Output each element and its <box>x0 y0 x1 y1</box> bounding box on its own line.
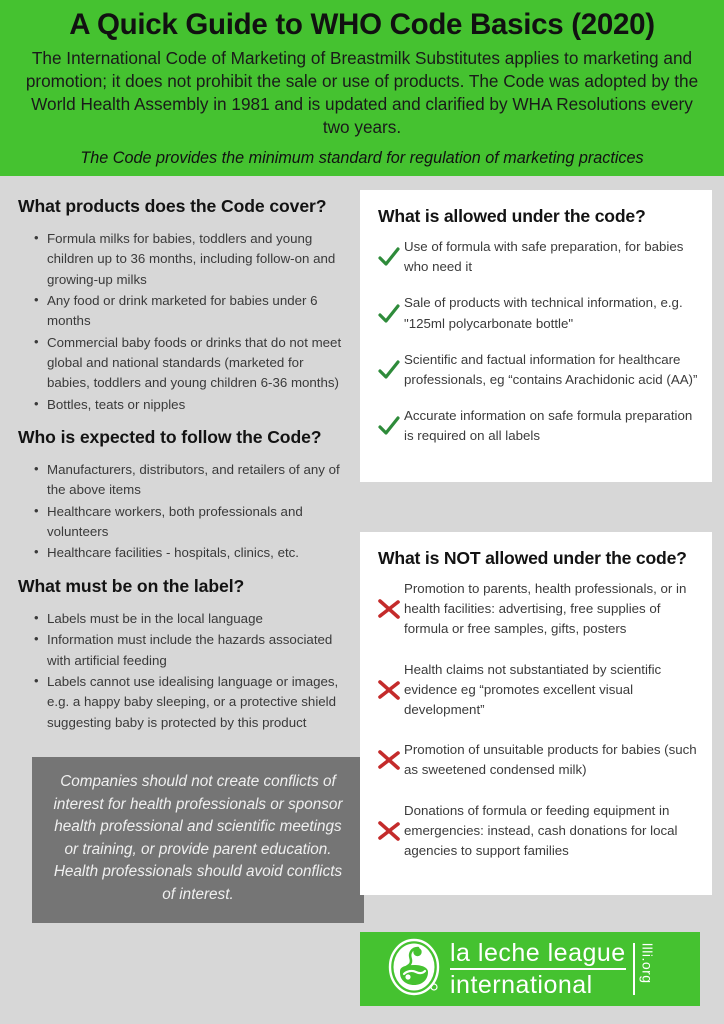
allowed-item-text: Use of formula with safe preparation, for babies who need it <box>404 239 684 275</box>
bullet-list-products <box>18 229 344 415</box>
check-icon <box>374 416 404 436</box>
section-heading-who-follows: Who is expected to follow the Code? <box>18 427 322 448</box>
list-item: • Any food or drink marketed for babies under 6 months <box>34 291 344 332</box>
list-item: • Labels must be in the local language <box>34 609 344 629</box>
logo-domain: llli.org <box>633 943 656 995</box>
content-columns <box>0 176 724 1006</box>
list-item: • Healthcare workers, both professionals and volunteers <box>34 502 344 543</box>
right-column <box>360 176 724 1006</box>
list-item: • Information must include the hazards associated with artificial feeding <box>34 630 344 671</box>
section-who-follows <box>18 427 344 564</box>
cross-icon <box>374 749 404 771</box>
check-icon <box>374 304 404 324</box>
logo-line-two: international <box>450 970 593 999</box>
allowed-item <box>374 350 698 390</box>
list-item: • Formula milks for babies, toddlers and young children up to 36 months, including follow-on and growing-up milks <box>34 229 344 290</box>
cross-icon <box>374 679 404 701</box>
not-allowed-item-text: Promotion of unsuitable products for babies (such as sweetened condensed milk) <box>404 742 697 778</box>
allowed-card <box>360 190 712 482</box>
not-allowed-item-text: Donations of formula or feeding equipment in emergencies: instead, cash donations for local agencies to support families <box>404 802 678 859</box>
bullet-list-label <box>18 609 344 733</box>
cross-icon <box>374 598 404 620</box>
conflicts-of-interest-callout: Companies should not create conflicts of interest for health professionals or sponsor health professional and scientific meetings or training, or provide parent education. Health professionals should avoid conflicts of interest. <box>32 757 364 923</box>
allowed-card-title: What is allowed under the code? <box>378 206 646 226</box>
allowed-item-text: Scientific and factual information for healthcare professionals, eg “contains Arachidonic acid (AA)” <box>404 351 698 388</box>
section-heading-products: What products does the Code cover? <box>18 196 327 216</box>
check-icon <box>374 247 404 267</box>
header-paragraph: The International Code of Marketing of Breastmilk Substitutes applies to marketing and promotion; it does not prohibit the sale or use of products. The Code was adopted by the World Health Assembly in 1981 and is updated and clarified by WHA Resolutions every two years. <box>25 48 699 137</box>
section-products <box>18 196 344 415</box>
bullet-list-who-follows <box>18 460 344 564</box>
list-item: • Labels cannot use idealising language or images, e.g. a happy baby sleeping, or a protective shield suggesting baby is protected by this product <box>34 672 344 733</box>
header-tagline: The Code provides the minimum standard for regulation of marketing practices <box>80 148 644 167</box>
not-allowed-card-title: What is NOT allowed under the code? <box>378 548 687 568</box>
logo-wordmark <box>450 938 656 999</box>
not-allowed-card <box>360 532 712 895</box>
allowed-item-text: Accurate information on safe formula preparation is required on all labels <box>404 408 693 444</box>
check-icon <box>374 360 404 380</box>
allowed-item-text: Sale of products with technical information, e.g. "125ml polycarbonate bottle" <box>404 295 683 331</box>
list-item: • Manufacturers, distributors, and retailers of any of the above items <box>34 460 344 501</box>
logo-line-one: la leche league <box>450 941 626 970</box>
not-allowed-item-text: Health claims not substantiated by scientific evidence eg “promotes excellent visual development” <box>404 661 662 718</box>
allowed-item <box>374 293 698 333</box>
page-title: A Quick Guide to WHO Code Basics (2020) <box>69 8 655 41</box>
list-item: • Commercial baby foods or drinks that do not meet global and national standards (marketed for babies, toddlers and young children 6-36 months) <box>34 333 344 394</box>
section-heading-label: What must be on the label? <box>18 575 245 596</box>
logo-text <box>450 938 626 999</box>
not-allowed-item-text: Promotion to parents, health professionals, or in health facilities: advertising, free supplies of formula or free samples, gifts, posters <box>404 581 687 637</box>
cross-icon <box>374 820 404 842</box>
left-column <box>0 176 360 923</box>
list-item: • Healthcare facilities - hospitals, clinics, etc. <box>34 543 344 563</box>
allowed-item <box>374 406 698 446</box>
bottom-spacer <box>0 1006 724 1014</box>
mother-and-baby-icon <box>388 938 444 1001</box>
llli-logo[interactable] <box>360 932 700 1006</box>
not-allowed-item <box>374 660 698 721</box>
allowed-item <box>374 237 698 277</box>
not-allowed-item <box>374 579 698 640</box>
header-banner <box>0 0 724 176</box>
section-label-requirements <box>18 576 344 733</box>
not-allowed-item <box>374 801 698 862</box>
not-allowed-item <box>374 740 698 780</box>
list-item: • Bottles, teats or nipples <box>34 395 344 415</box>
